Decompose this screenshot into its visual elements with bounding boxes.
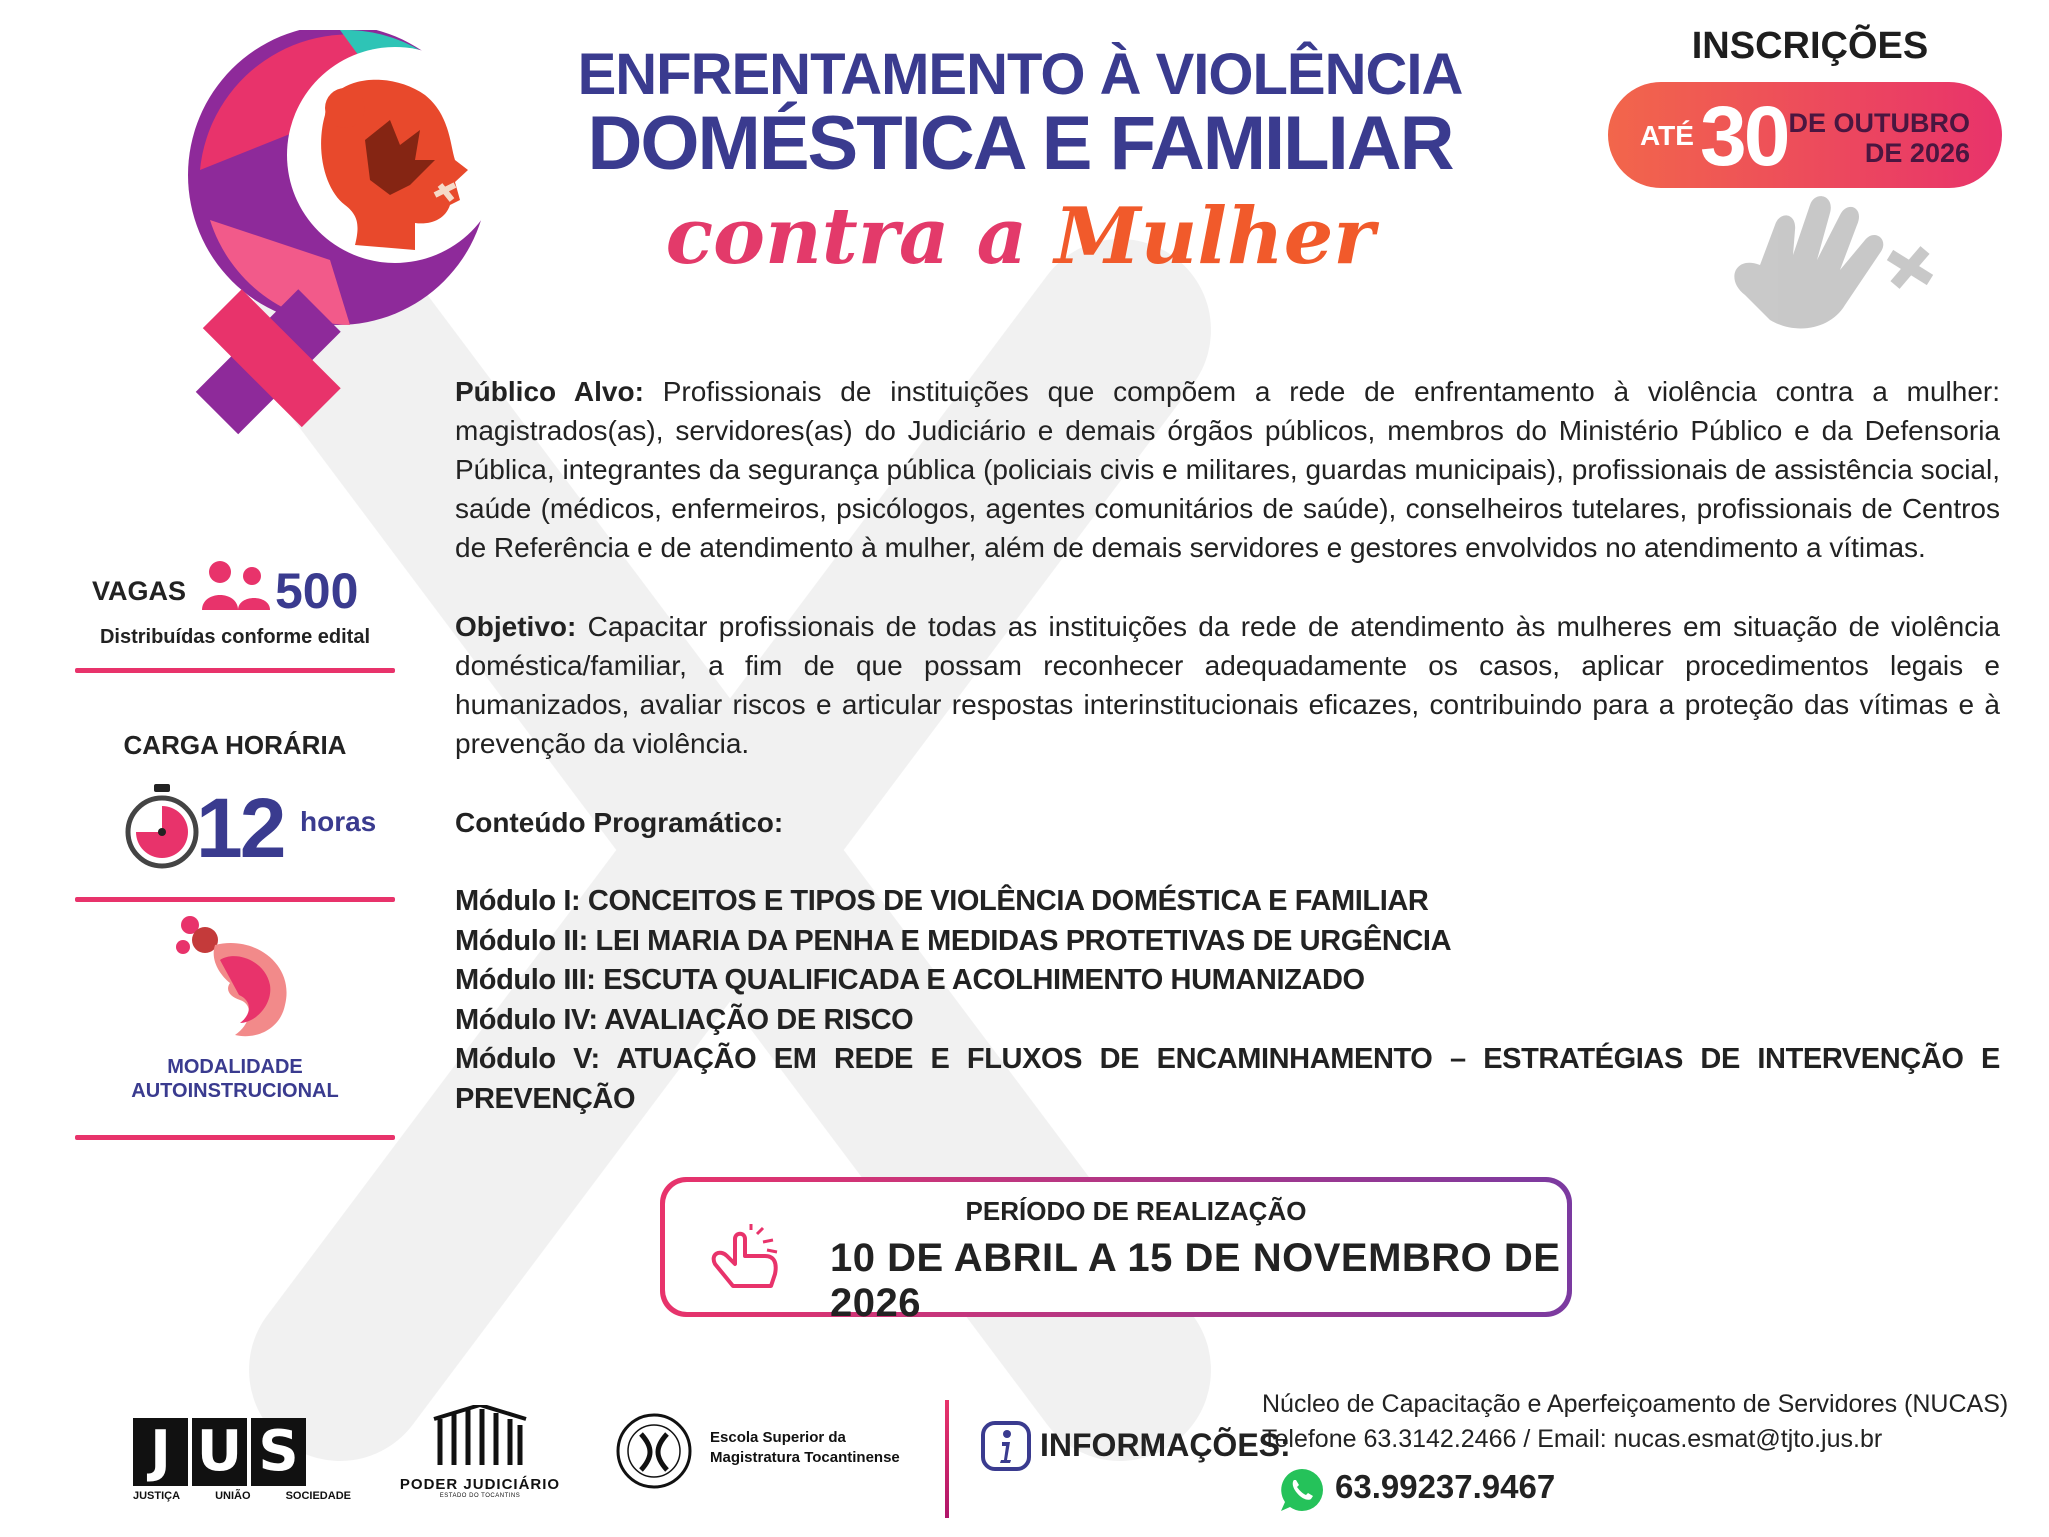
modalidade-line1: MODALIDADE [167,1056,303,1078]
periodo-box [660,1177,1572,1325]
publico-alvo-text: Profissionais de instituições que compõem a rede de enfrentamento à violência contra a mulher: magistrados(as), servidores(as) do Judiciário e demais órgãos públicos, membros do Ministério Público e da Defensoria Pública, integrantes da segurança pública (policiais civis e militares, guardas municipais), profissionais de assistência social, saúde (médicos, enfermeiros, psicólogos, agentes comunitários de saúde), conselheiros tutelares, profissionais de Centros de Referência e de atendimento à mulher, além de demais servidores e gestores envolvidos no atendimento a vítimas. [455,376,2001,563]
jus-letter: U [192,1418,247,1486]
informacoes-label: INFORMAÇÕES: [1040,1427,1291,1463]
esmat-seal-icon [615,1412,693,1490]
module-item: Módulo II: LEI MARIA DA PENHA E MEDIDAS PROTETIVAS DE URGÊNCIA [455,924,1452,957]
jus-word: SOCIEDADE [285,1490,351,1502]
courthouse-icon [430,1405,530,1467]
carga-horaria-unit: horas [300,806,377,837]
stopwatch-icon [122,782,202,872]
modalidade-label [75,1055,395,1103]
title-block [560,42,1480,287]
hand-stop-icon [1705,185,1945,360]
informacoes-nucleo: Núcleo de Capacitação e Aperfeiçoamento de Servidores (NUCAS) [1262,1390,2009,1418]
separator [75,897,395,902]
publico-alvo-paragraph [455,372,2000,567]
modules-list [455,882,2000,1119]
footer-divider [945,1400,949,1518]
main-content [455,372,2000,1119]
poder-judiciario-name: PODER JUDICIÁRIO [399,1476,561,1493]
deadline-month-line1: DE OUTUBRO [1788,108,1970,138]
jus-word: UNIÃO [215,1490,251,1502]
title-line-2: DOMÉSTICA E FAMILIAR [587,101,1453,186]
periodo-title: PERÍODO DE REALIZAÇÃO [965,1196,1307,1226]
jus-letter: J [133,1418,188,1486]
objetivo-label: Objetivo: [455,611,577,642]
poder-judiciario-logo [395,1405,565,1499]
inscricoes-label: INSCRIÇÕES [1691,25,1929,67]
periodo-dates: 10 DE ABRIL A 15 DE NOVEMBRO DE 2026 [830,1236,1561,1325]
jus-letters [133,1418,351,1486]
separator [75,668,395,673]
jus-letter: S [251,1418,306,1486]
objetivo-paragraph [455,607,2000,763]
woman-profile-icon [175,905,305,1045]
jus-logo [133,1418,351,1502]
module-item: Módulo IV: AVALIAÇÃO DE RISCO [455,1003,914,1036]
click-hand-icon [705,1224,795,1294]
people-icon [200,558,272,614]
module-item: Módulo V: ATUAÇÃO EM REDE E FLUXOS DE ENCAMINHAMENTO – ESTRATÉGIAS DE INTERVENÇÃO E PREVENÇÃO [455,1043,2000,1115]
inscricoes-deadline-pill [1608,82,2002,188]
title-line-1: ENFRENTAMENTO À VIOLÊNCIA [577,42,1463,107]
vagas-label: VAGAS [92,576,187,606]
deadline-month [1789,108,1971,168]
deadline-day: 30 [1700,89,1788,183]
deadline-prefix: ATÉ [1640,120,1694,151]
esmat-logo [615,1412,900,1495]
module-item: Módulo III: ESCUTA QUALIFICADA E ACOLHIMENTO HUMANIZADO [455,964,1365,996]
deadline-month-line2: DE 2026 [1864,138,1970,168]
periodo-box-inner [665,1182,1567,1325]
jus-words [133,1490,351,1502]
objetivo-text: Capacitar profissionais de todas as instituições da rede de atendimento às mulheres em situação de violência doméstica/familiar, a fim de que possam reconhecer adequadamente os casos, aplicar procedimentos legais e humanizados, avaliar riscos e articular respostas interinstitucionais eficazes, contribuindo para a proteção das vítimas e à prevenção da violência. [455,611,2001,759]
carga-horaria-hours: 12 [196,781,284,875]
esmat-line2: Magistratura Tocantinense [710,1449,900,1466]
whatsapp-number: 63.99237.9467 [1335,1468,1556,1505]
module-item: Módulo I: CONCEITOS E TIPOS DE VIOLÊNCIA DOMÉSTICA E FAMILIAR [455,885,1429,917]
vagas-note: Distribuídas conforme edital [99,626,371,648]
modalidade-line2: AUTOINSTRUCIONAL [131,1080,339,1102]
informacoes-contato: Telefone 63.3142.2466 / Email: nucas.esmat@tjto.jus.br [1262,1425,1883,1453]
separator [75,1135,395,1140]
info-icon [980,1420,1032,1472]
carga-horaria-label: CARGA HORÁRIA [123,730,347,760]
title-script [560,187,1480,287]
esmat-line1: Escola Superior da [710,1429,846,1446]
jus-word: JUSTIÇA [133,1490,181,1502]
poder-judiciario-state: ESTADO DO TOCANTINS [439,1493,521,1499]
esmat-name [710,1428,930,1468]
title-script-mulher: Mulher [1054,191,1375,282]
vagas-count: 500 [275,563,359,619]
whatsapp-icon [1278,1466,1326,1514]
title-script-contra: contra a [665,191,1028,282]
conteudo-programatico-title: Conteúdo Programático: [455,807,784,838]
publico-alvo-label: Público Alvo: [455,376,644,407]
